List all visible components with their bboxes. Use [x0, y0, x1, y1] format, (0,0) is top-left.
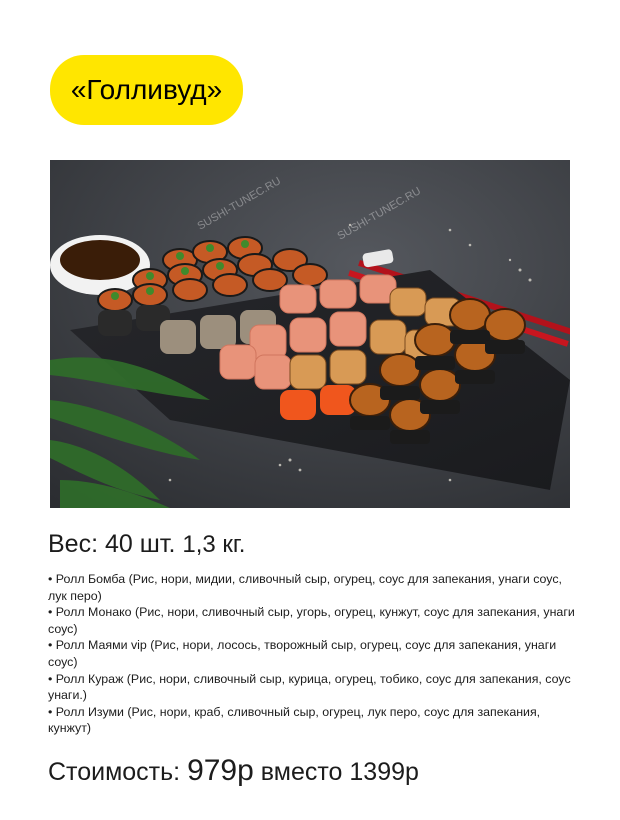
composition-list — [48, 571, 578, 737]
list-item: • Ролл Кураж (Рис, нори, сливочный сыр, курица, огурец, тобико, соус для запекания, соус унаги.) — [48, 671, 571, 703]
weight-label: Вес: — [48, 530, 99, 558]
set-title: «Голливуд» — [70, 74, 223, 105]
weight-value: 1,3 кг. — [182, 531, 246, 558]
instead-word: вместо — [260, 758, 343, 786]
list-item: • Ролл Изуми (Рис, нори, краб, сливочный сыр, огурец, лук перо, соус для запекания, кунжут) — [48, 704, 541, 736]
watermark: SUSHI-TUNEC.RU — [195, 175, 284, 233]
current-price: 979р — [187, 754, 254, 787]
watermark: SUSHI-TUNEC.RU — [335, 185, 424, 243]
price-label: Стоимость: — [48, 758, 181, 786]
title-badge — [50, 55, 243, 125]
sushi-set-image — [50, 160, 570, 508]
old-price: 1399р — [349, 758, 419, 786]
price-line — [48, 754, 419, 788]
product-photo — [50, 160, 570, 508]
weight-line — [48, 530, 245, 559]
list-item: • Ролл Бомба (Рис, нори, мидии, сливочный сыр, огурец, соус для запекания, унаги соус, лук перо) — [48, 572, 562, 603]
list-item: • Ролл Маями vip (Рис, нори, лосось, творожный сыр, огурец, соус для запекания, унаги соус) — [48, 638, 557, 669]
list-item: • Ролл Монако (Рис, нори, сливочный сыр, угорь, огурец, кунжут, соус для запекания, унаги соус) — [48, 605, 575, 636]
piece-count: 40 шт. — [104, 530, 176, 558]
